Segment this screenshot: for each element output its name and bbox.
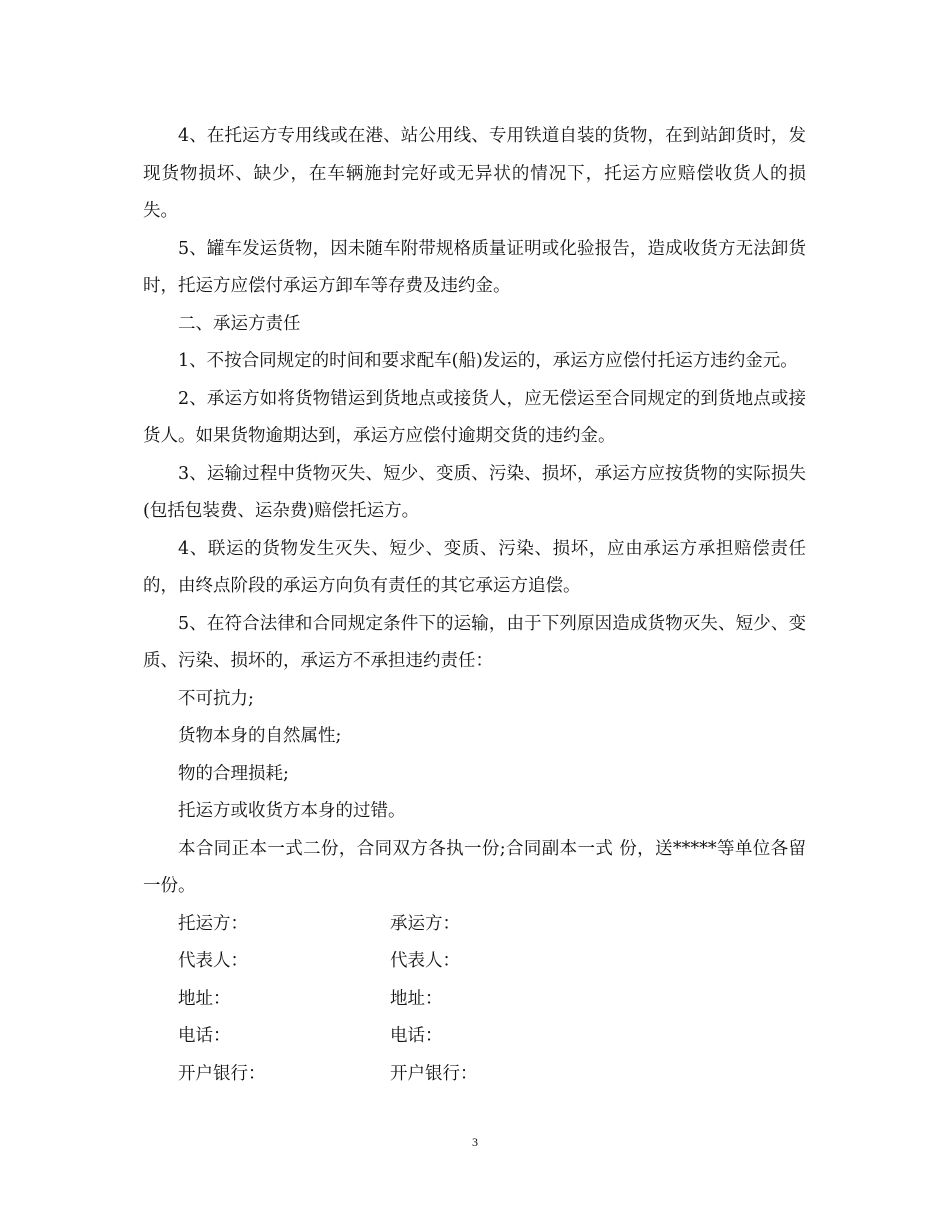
exemption-item: 托运方或收货方本身的过错。	[178, 801, 406, 821]
exemption-item: 不可抗力;	[178, 688, 254, 709]
copies-clause: 本合同正本一式二份，合同双方各执一份;合同副本一式 份，送*****等单位各留一份。	[143, 838, 806, 896]
carrier-representative-label: 代表人：	[390, 951, 460, 971]
signature-row-bank	[143, 1056, 806, 1094]
clause-carrier-3: 3、运输过程中货物灭失、短少、变质、污染、损坏，承运方应按货物的实际损失(包括包装费、运杂费)赔偿托运方。	[143, 463, 806, 521]
signature-row-address	[143, 981, 806, 1019]
shipper-representative-label: 代表人：	[178, 951, 248, 971]
clause-carrier-5: 5、在符合法律和合同规定条件下的运输，由于下列原因造成货物灭失、短少、变质、污染、损坏的，承运方不承担违约责任：	[143, 613, 806, 671]
clause-carrier-1: 1、不按合同规定的时间和要求配车(船)发运的，承运方应偿付托运方违约金元。	[178, 351, 798, 371]
carrier-bank-label: 开户银行：	[390, 1063, 478, 1084]
clause-shipper-5: 5、罐车发运货物，因未随车附带规格质量证明或化验报告，造成收货方无法卸货时，托运方应偿付承运方卸车等存费及违约金。	[143, 238, 806, 296]
carrier-party-label: 承运方：	[390, 913, 460, 934]
signature-row-party	[143, 906, 806, 944]
exemption-item: 物的合理损耗;	[178, 763, 289, 784]
exemption-item: 货物本身的自然属性;	[178, 726, 342, 746]
shipper-address-label: 地址：	[178, 988, 231, 1009]
carrier-phone-label: 电话：	[390, 1026, 443, 1046]
clause-shipper-4: 4、在托运方专用线或在港、站公用线、专用铁道自装的货物，在到站卸货时，发现货物损坏、缺少，在车辆施封完好或无异状的情况下，托运方应赔偿收货人的损失。	[143, 126, 806, 221]
shipper-party-label: 托运方：	[178, 913, 248, 934]
document-body	[143, 118, 806, 1093]
page-number: 3	[472, 1135, 478, 1149]
section-heading-carrier-liability: 二、承运方责任	[178, 313, 301, 334]
shipper-phone-label: 电话：	[178, 1026, 231, 1046]
signature-row-representative	[143, 943, 806, 981]
clause-carrier-2: 2、承运方如将货物错运到货地点或接货人，应无偿运至合同规定的到货地点或接货人。如果货物逾期达到，承运方应偿付逾期交货的违约金。	[143, 388, 806, 446]
carrier-address-label: 地址：	[390, 988, 443, 1009]
signature-row-phone	[143, 1018, 806, 1056]
clause-carrier-4: 4、联运的货物发生灭失、短少、变质、污染、损坏，应由承运方承担赔偿责任的，由终点阶段的承运方向负有责任的其它承运方追偿。	[143, 538, 806, 596]
shipper-bank-label: 开户银行：	[178, 1063, 266, 1084]
